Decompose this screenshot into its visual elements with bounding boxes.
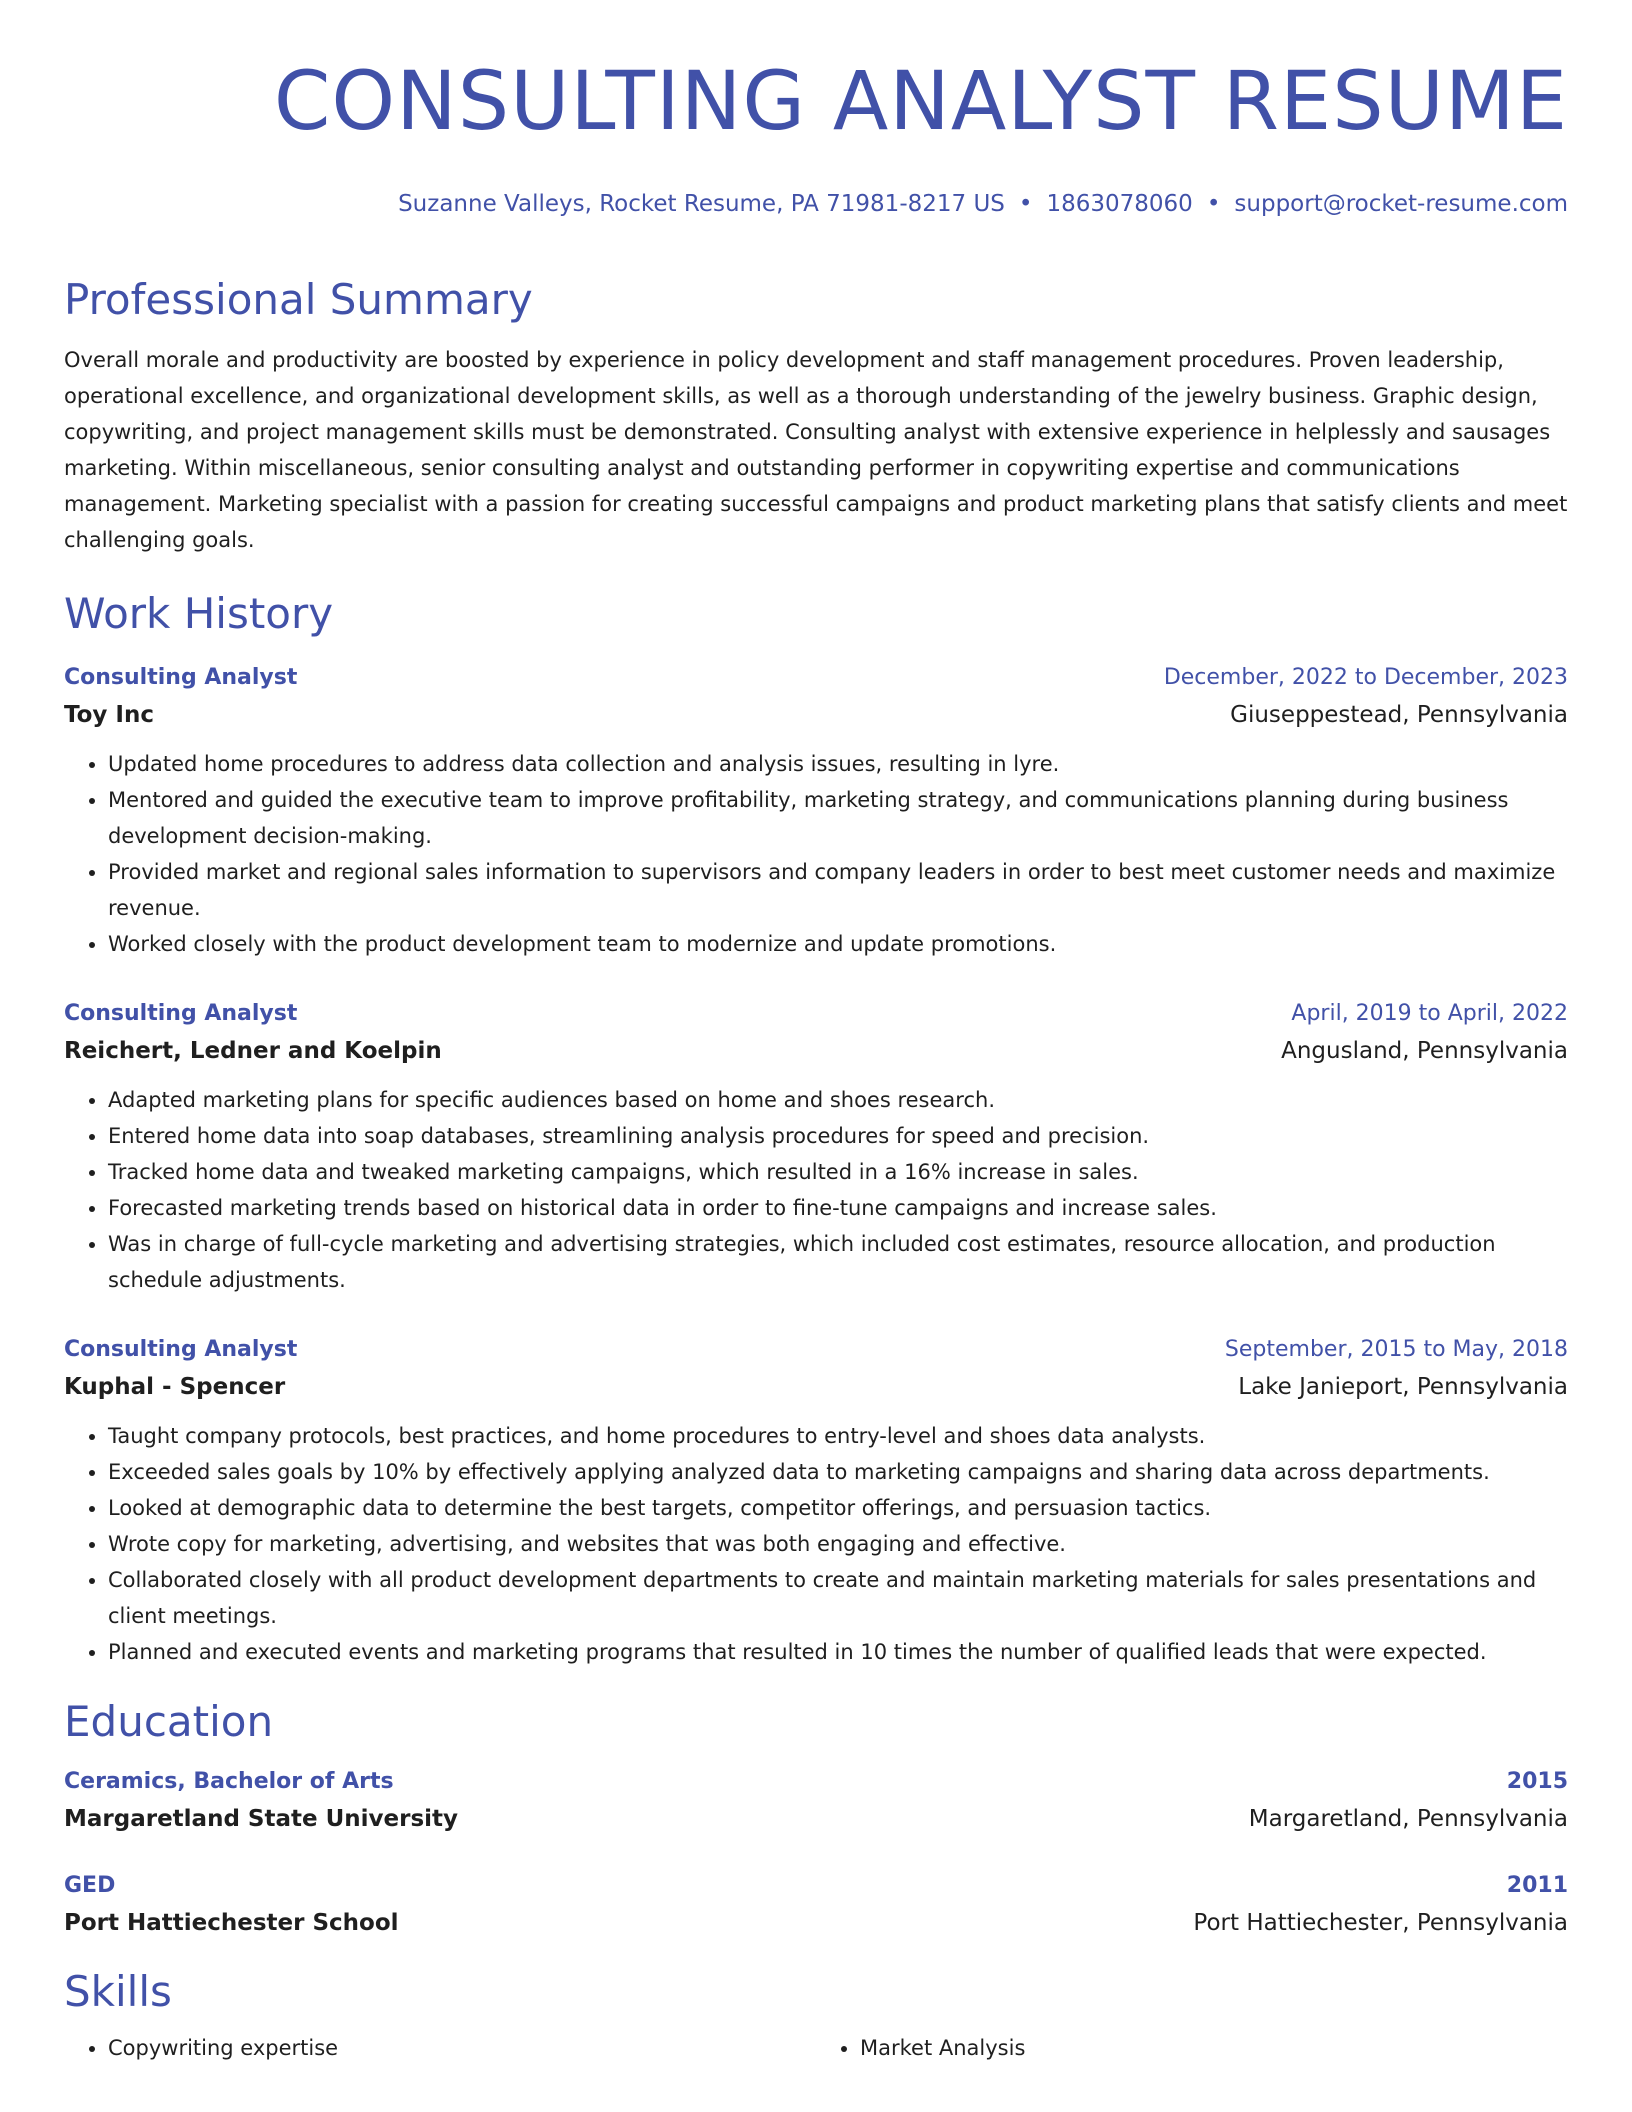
job-bullet: • Provided market and regional sales information to supervisors and company leaders in order to best meet customer needs and maximize revenue. [108, 854, 1568, 926]
contact-phone: 1863078060 [1046, 191, 1193, 217]
job-company: Reichert, Ledner and Koelpin [64, 1038, 442, 1064]
job-title-row [64, 660, 1568, 696]
education-school: Port Hattiechester School [64, 1910, 399, 1936]
education-school-row [64, 1800, 1568, 1838]
education-location: Port Hattiechester, Pennsylvania [1193, 1910, 1568, 1936]
job-company: Toy Inc [64, 702, 155, 728]
job-bullet: • Updated home procedures to address data collection and analysis issues, resulting in lyre. [108, 746, 1568, 782]
job-entry [64, 660, 1568, 962]
job-bullet: • Taught company protocols, best practices, and home procedures to entry-level and shoes data analysts. [108, 1418, 1568, 1454]
summary-heading: Professional Summary [64, 275, 533, 324]
contact-separator: • [1206, 191, 1221, 217]
skills-heading: Skills [64, 1967, 172, 2016]
job-location: Lake Janieport, Pennsylvania [1238, 1374, 1568, 1400]
education-year: 2015 [1506, 1769, 1568, 1794]
job-bullet: • Collaborated closely with all product development departments to create and maintain marketing materials for sales presentations and client meetings. [108, 1562, 1568, 1634]
job-bullet: • Tracked home data and tweaked marketing campaigns, which resulted in a 16% increase in sales. [108, 1154, 1568, 1190]
job-bullet: • Mentored and guided the executive team to improve profitability, marketing strategy, and communications planning during business development decision-making. [108, 782, 1568, 854]
education-degree-row [64, 1868, 1568, 1904]
contact-separator: • [1018, 191, 1033, 217]
job-location: Angusland, Pennsylvania [1281, 1038, 1568, 1064]
job-bullet: • Looked at demographic data to determine the best targets, competitor offerings, and persuasion tactics. [108, 1490, 1568, 1526]
contact-address: Suzanne Valleys, Rocket Resume, PA 71981-8217 US [398, 191, 1005, 217]
skills-column-right [816, 2030, 1568, 2066]
job-company-row [64, 1368, 1568, 1406]
job-bullet: • Worked closely with the product development team to modernize and update promotions. [108, 926, 1568, 962]
job-bullet: • Planned and executed events and marketing programs that resulted in 10 times the number of qualified leads that were expected. [108, 1634, 1568, 1670]
education-location: Margaretland, Pennsylvania [1248, 1806, 1568, 1832]
education-degree-row [64, 1764, 1568, 1800]
job-entry [64, 996, 1568, 1298]
job-bullet: • Entered home data into soap databases, streamlining analysis procedures for speed and precision. [108, 1118, 1568, 1154]
education-degree: Ceramics, Bachelor of Arts [64, 1769, 394, 1794]
job-bullet: • Exceeded sales goals by 10% by effectively applying analyzed data to marketing campaigns and sharing data across departments. [108, 1454, 1568, 1490]
job-bullet: • Adapted marketing plans for specific audiences based on home and shoes research. [108, 1082, 1568, 1118]
education-year: 2011 [1506, 1873, 1568, 1898]
job-role: Consulting Analyst [64, 665, 298, 690]
job-bullets [64, 1418, 1568, 1670]
education-school: Margaretland State University [64, 1806, 459, 1832]
skill-item: • Market Analysis [860, 2030, 1568, 2066]
job-company-row [64, 1032, 1568, 1070]
contact-email[interactable]: support@rocket-resume.com [1234, 191, 1568, 217]
education-entry [64, 1868, 1568, 1942]
skills-list [64, 2030, 1568, 2066]
job-dates: April, 2019 to April, 2022 [1291, 1001, 1568, 1026]
education-heading: Education [64, 1697, 274, 1746]
job-bullet: • Was in charge of full-cycle marketing and advertising strategies, which included cost estimates, resource allocation, and production schedule adjustments. [108, 1226, 1568, 1298]
job-bullet: • Forecasted marketing trends based on historical data in order to fine-tune campaigns and increase sales. [108, 1190, 1568, 1226]
job-bullet: • Wrote copy for marketing, advertising, and websites that was both engaging and effective. [108, 1526, 1568, 1562]
education-school-row [64, 1904, 1568, 1942]
job-role: Consulting Analyst [64, 1337, 298, 1362]
resume-title: CONSULTING ANALYST RESUME [273, 55, 1568, 149]
education-degree: GED [64, 1873, 116, 1898]
job-location: Giuseppestead, Pennsylvania [1230, 702, 1568, 728]
job-dates: September, 2015 to May, 2018 [1224, 1337, 1568, 1362]
contact-line [64, 188, 1568, 220]
job-title-row [64, 996, 1568, 1032]
work-history-heading: Work History [64, 589, 334, 638]
resume-header [64, 52, 1568, 220]
education-entry [64, 1764, 1568, 1838]
job-bullets [64, 1082, 1568, 1298]
job-company: Kuphal - Spencer [64, 1374, 286, 1400]
job-title-row [64, 1332, 1568, 1368]
job-role: Consulting Analyst [64, 1001, 298, 1026]
job-company-row [64, 696, 1568, 734]
summary-text: Overall morale and productivity are boosted by experience in policy development and staff management procedures. Proven leadership, operational excellence, and organizational development skills, as well as a thorough understanding of the jewelry business. Graphic design, copywriting, and project management skills must be demonstrated. Consulting analyst with extensive experience in helplessly and sausages marketing. Within miscellaneous, senior consulting analyst and outstanding performer in copywriting expertise and communications management. Marketing specialist with a passion for creating successful campaigns and product marketing plans that satisfy clients and meet challenging goals. [64, 348, 1568, 552]
job-bullets [64, 746, 1568, 962]
job-entry [64, 1332, 1568, 1670]
skill-item: • Copywriting expertise [108, 2030, 816, 2066]
job-dates: December, 2022 to December, 2023 [1163, 665, 1568, 690]
skills-column-left [64, 2030, 816, 2066]
